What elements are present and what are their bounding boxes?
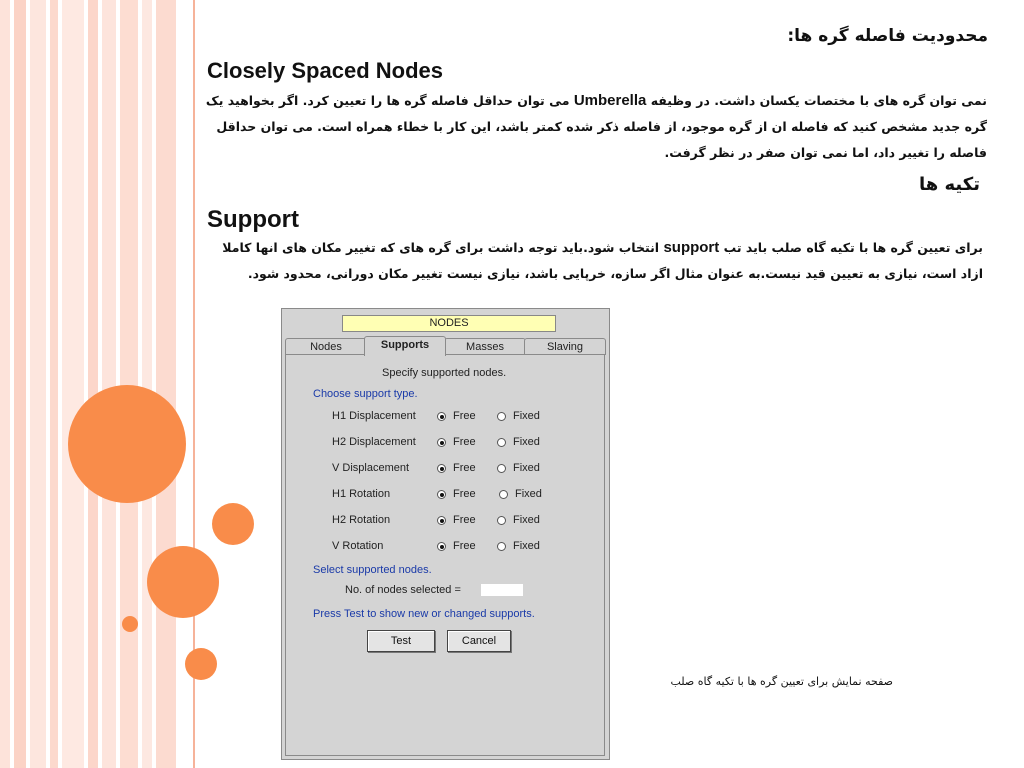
tab-masses[interactable]: Masses xyxy=(444,338,526,355)
free-label: Free xyxy=(453,462,476,474)
node-count-field[interactable] xyxy=(481,584,523,596)
tab-nodes[interactable]: Nodes xyxy=(285,338,367,355)
free-radio[interactable] xyxy=(437,516,446,525)
decor-stripe-9 xyxy=(142,0,152,768)
free-label: Free xyxy=(453,436,476,448)
fixed-label: Fixed xyxy=(513,462,540,474)
decor-circle-tiny xyxy=(122,616,138,632)
fixed-radio[interactable] xyxy=(497,438,506,447)
decor-circle-small-2 xyxy=(185,648,217,680)
paragraph-closely-spaced xyxy=(205,88,987,166)
fixed-radio[interactable] xyxy=(497,412,506,421)
decor-stripe-10 xyxy=(156,0,176,768)
supports-panel xyxy=(285,354,605,756)
free-radio[interactable] xyxy=(437,412,446,421)
test-hint: Press Test to show new or changed supports. xyxy=(313,608,535,620)
figure-caption: صفحه نمایش برای تعیین گره ها با تکیه گاه صلب xyxy=(670,675,893,688)
dialog-title: NODES xyxy=(342,315,556,332)
support-row-label: V Displacement xyxy=(332,462,410,474)
decor-stripe-8 xyxy=(120,0,138,768)
fixed-label: Fixed xyxy=(513,410,540,422)
paragraph-part: می توان حداقل فاصله گره ها را تعیین کرد. اگر بخواهید یک گره جدید مشخص کنید که فاصله ان از گره موجود، از فاصله ذکر شده کمتر باشد، این کار با خطاء همراه است. می توان حداقل فاصله را تغییر داد، اما نمی توان صفر در نظر گرفت. xyxy=(205,93,987,160)
fixed-radio[interactable] xyxy=(497,542,506,551)
fixed-label: Fixed xyxy=(513,436,540,448)
cancel-button[interactable]: Cancel xyxy=(447,630,511,652)
choose-support-label: Choose support type. xyxy=(313,388,418,400)
heading-closely-spaced-en: Closely Spaced Nodes xyxy=(207,58,443,83)
heading-support-en: Support xyxy=(207,206,299,233)
fixed-label: Fixed xyxy=(515,488,542,500)
decor-stripe-5 xyxy=(62,0,84,768)
support-row-label: V Rotation xyxy=(332,540,384,552)
heading-support-fa: تکیه ها xyxy=(919,174,980,195)
support-row-label: H2 Rotation xyxy=(332,514,391,526)
support-row-label: H1 Displacement xyxy=(332,410,416,422)
free-label: Free xyxy=(453,410,476,422)
free-label: Free xyxy=(453,540,476,552)
decor-circle-small-1 xyxy=(212,503,254,545)
node-count-label: No. of nodes selected = xyxy=(345,584,461,596)
free-radio[interactable] xyxy=(437,542,446,551)
free-label: Free xyxy=(453,488,476,500)
decor-stripe-3 xyxy=(30,0,46,768)
free-radio[interactable] xyxy=(437,438,446,447)
support-term: support xyxy=(663,239,720,256)
free-radio[interactable] xyxy=(437,464,446,473)
decor-stripe-1 xyxy=(0,0,10,768)
paragraph-part: نمی توان گره های با مختصات یکسان داشت. در وظیفه xyxy=(646,93,987,108)
free-radio[interactable] xyxy=(437,490,446,499)
fixed-label: Fixed xyxy=(513,514,540,526)
select-nodes-label: Select supported nodes. xyxy=(313,564,432,576)
support-row-label: H1 Rotation xyxy=(332,488,391,500)
decor-stripe-2 xyxy=(14,0,26,768)
test-button[interactable]: Test xyxy=(367,630,435,652)
free-label: Free xyxy=(453,514,476,526)
nodes-dialog xyxy=(281,308,610,760)
decor-stripe-7 xyxy=(102,0,116,768)
heading-closely-spaced-fa: محدودیت فاصله گره ها: xyxy=(787,26,988,46)
fixed-radio[interactable] xyxy=(499,490,508,499)
paragraph-part: برای تعیین گره ها با تکیه گاه صلب باید تب xyxy=(719,240,983,255)
tab-slaving[interactable]: Slaving xyxy=(524,338,606,355)
fixed-radio[interactable] xyxy=(497,464,506,473)
decor-stripe-6 xyxy=(88,0,98,768)
instruction-text: Specify supported nodes. xyxy=(382,367,507,379)
decor-circle-medium xyxy=(147,546,219,618)
decor-stripe-4 xyxy=(50,0,58,768)
tab-supports[interactable]: Supports xyxy=(364,336,446,356)
fixed-label: Fixed xyxy=(513,540,540,552)
support-row-label: H2 Displacement xyxy=(332,436,416,448)
paragraph-part: انتخاب شود.باید توجه داشت برای گره های که تغییر مکان های انها کاملا ازاد است، نیازی به تعیین قید نیست.به عنوان مثال اگر سازه، خرپایی باشد، نیازی نیست تغییر مکان دورانی، محدود شود. xyxy=(222,240,983,281)
paragraph-support xyxy=(205,235,983,287)
umberella-term: Umberella xyxy=(573,92,647,109)
decor-circle-large xyxy=(68,385,186,503)
fixed-radio[interactable] xyxy=(497,516,506,525)
